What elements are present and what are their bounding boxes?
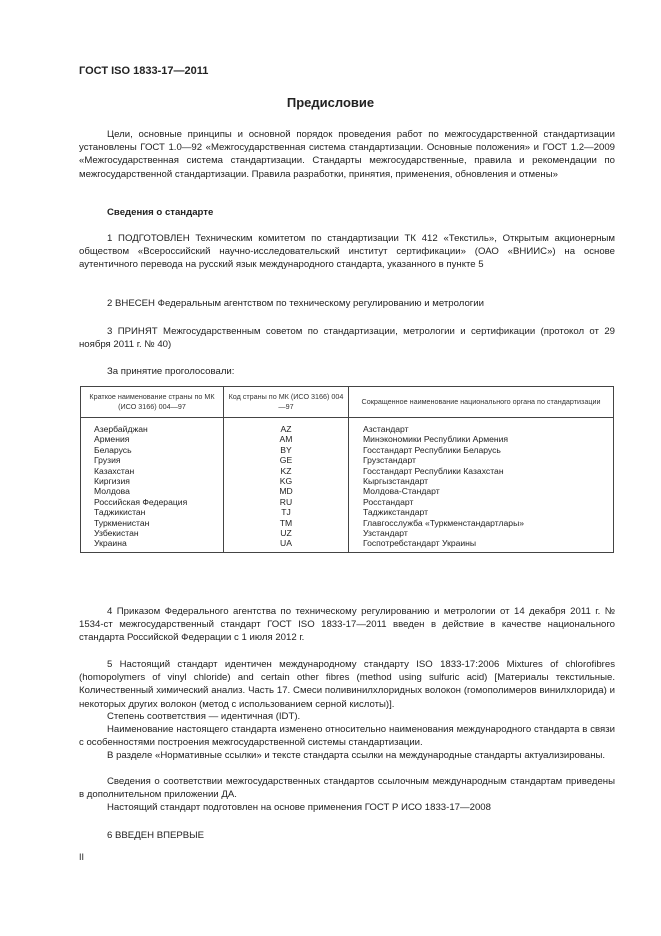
cell-body: Молдова-Стандарт bbox=[349, 486, 614, 496]
cell-country: Киргизия bbox=[81, 476, 224, 486]
table-row bbox=[81, 528, 614, 538]
paragraph-6: 6 ВВЕДЕН ВПЕРВЫЕ bbox=[107, 830, 205, 841]
cell-country: Молдова bbox=[81, 486, 224, 496]
cell-country: Таджикистан bbox=[81, 507, 224, 517]
cell-code: AZ bbox=[224, 418, 349, 435]
cell-code: KZ bbox=[224, 466, 349, 476]
cell-code: UZ bbox=[224, 528, 349, 538]
table-row bbox=[81, 445, 614, 455]
cell-country: Азербайджан bbox=[81, 418, 224, 435]
paragraph-1: 1 ПОДГОТОВЛЕН Техническим комитетом по стандартизации ТК 412 «Текстиль», Открытым акционерным обществом «Всероссийский научно-исследовательский институт сертификации» (ОАО «ВНИИС») на основе аутентичного перевода на русский язык международного стандарта, указанного в пункте 5 bbox=[79, 233, 615, 271]
col-header-code: Код страны по МК (ИСО 3166) 004—97 bbox=[224, 387, 349, 418]
intro-paragraph: Цели, основные принципы и основной порядок проведения работ по межгосударственной стандартизации установлены ГОСТ 1.0—92 «Межгосударственная система стандартизации. Основные положения» и ГОСТ 1.2—2009 «Межгосударственная система стандартизации. Стандарты межгосударственные, правила и рекомендации по межгосударственной стандартизации. Правила разработки, принятия, применения, обновления и отмены» bbox=[79, 129, 615, 180]
cell-country: Узбекистан bbox=[81, 528, 224, 538]
cell-country: Туркменистан bbox=[81, 518, 224, 528]
col-header-country: Краткое наименование страны по МК (ИСО 3166) 004—97 bbox=[81, 387, 224, 418]
cell-body: Грузстандарт bbox=[349, 455, 614, 465]
paragraph-5-name: Наименование настоящего стандарта изменено относительно наименования международного стандарта в связи с особенностями построения межгосударственной системы стандартизации. bbox=[79, 724, 615, 749]
cell-code: AM bbox=[224, 434, 349, 444]
page-title: Предисловие bbox=[286, 95, 375, 110]
cell-body: Азстандарт bbox=[349, 418, 614, 435]
table-row bbox=[81, 455, 614, 465]
cell-code: KG bbox=[224, 476, 349, 486]
col-header-body: Сокращенное наименование национального органа по стандартизации bbox=[349, 387, 614, 418]
cell-body: Узстандарт bbox=[349, 528, 614, 538]
cell-body: Минэкономики Республики Армения bbox=[349, 434, 614, 444]
cell-code: RU bbox=[224, 497, 349, 507]
cell-body: Кыргызстандарт bbox=[349, 476, 614, 486]
cell-country: Грузия bbox=[81, 455, 224, 465]
table-row bbox=[81, 466, 614, 476]
table-row bbox=[81, 486, 614, 496]
vote-intro: За принятие проголосовали: bbox=[107, 366, 235, 377]
paragraph-4: 4 Приказом Федерального агентства по техническому регулированию и метрологии от 14 декабря 2011 г. № 1534-ст межгосударственный стандарт ГОСТ ISO 1833-17—2011 введен в действие в качестве национального стандарта Российской Федерации с 1 июля 2012 г. bbox=[79, 606, 615, 644]
cell-body: Госстандарт Республики Беларусь bbox=[349, 445, 614, 455]
paragraph-5-basis: Настоящий стандарт подготовлен на основе применения ГОСТ Р ИСО 1833-17—2008 bbox=[107, 802, 491, 813]
cell-code: TM bbox=[224, 518, 349, 528]
paragraph-5: 5 Настоящий стандарт идентичен международному стандарту ISO 1833-17:2006 Mixtures of chlorofibres (homopolymers of vinyl chloride) and certain other fibres (method using sulfuric acid) [Материалы текстильные. Количественный химический анализ. Часть 17. Смеси поливинилхлоридных волокон (гомополимеров винилхлорида) и некоторых других волокон (метод с использованием серной кислоты)]. bbox=[79, 659, 615, 710]
page-number: II bbox=[79, 852, 85, 862]
section-heading: Сведения о стандарте bbox=[107, 207, 214, 218]
table-row bbox=[81, 476, 614, 486]
paragraph-5-refs: В разделе «Нормативные ссылки» и тексте стандарта ссылки на международные стандарты актуализированы. bbox=[107, 750, 606, 761]
table-row bbox=[81, 538, 614, 552]
table-row bbox=[81, 518, 614, 528]
cell-country: Армения bbox=[81, 434, 224, 444]
votes-table-header bbox=[81, 387, 614, 418]
votes-table bbox=[80, 386, 614, 553]
cell-code: MD bbox=[224, 486, 349, 496]
cell-country: Украина bbox=[81, 538, 224, 552]
cell-country: Российская Федерация bbox=[81, 497, 224, 507]
table-row bbox=[81, 434, 614, 444]
cell-body: Главгосслужба «Туркменстандартлары» bbox=[349, 518, 614, 528]
cell-code: UA bbox=[224, 538, 349, 552]
table-row bbox=[81, 418, 614, 435]
paragraph-5-annex: Сведения о соответствии межгосударственных стандартов ссылочным международным стандартам приведены в дополнительном приложении ДА. bbox=[79, 776, 615, 801]
cell-country: Казахстан bbox=[81, 466, 224, 476]
cell-body: Таджикстандарт bbox=[349, 507, 614, 517]
cell-code: GE bbox=[224, 455, 349, 465]
cell-code: BY bbox=[224, 445, 349, 455]
table-row bbox=[81, 507, 614, 517]
paragraph-5-degree: Степень соответствия — идентичная (IDT). bbox=[107, 711, 301, 722]
paragraph-3: 3 ПРИНЯТ Межгосударственным советом по стандартизации, метрологии и сертификации (протокол от 29 ноября 2011 г. № 40) bbox=[79, 326, 615, 351]
table-row bbox=[81, 497, 614, 507]
paragraph-2: 2 ВНЕСЕН Федеральным агентством по техническому регулированию и метрологии bbox=[107, 298, 485, 309]
cell-country: Беларусь bbox=[81, 445, 224, 455]
cell-body: Госпотребстандарт Украины bbox=[349, 538, 614, 552]
standard-header: ГОСТ ISO 1833-17—2011 bbox=[79, 65, 209, 77]
cell-body: Росстандарт bbox=[349, 497, 614, 507]
cell-body: Госстандарт Республики Казахстан bbox=[349, 466, 614, 476]
cell-code: TJ bbox=[224, 507, 349, 517]
